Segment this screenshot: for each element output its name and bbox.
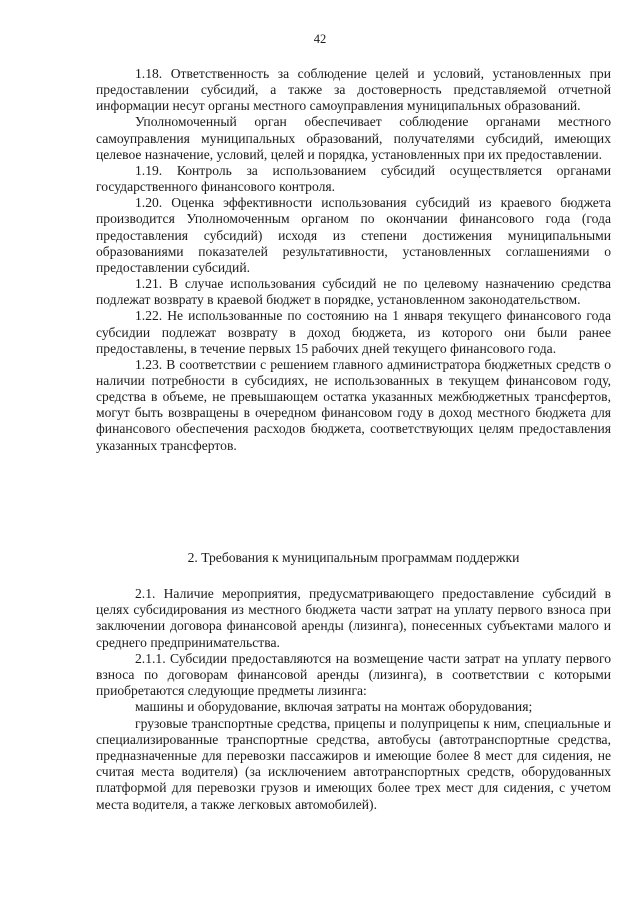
page-number: 42 — [313, 32, 327, 46]
paragraph-1-21: 1.21. В случае использования субсидий не по целевому назначению средства подлежат возврату в краевой бюджет в порядке, установленном законодательством. — [96, 276, 611, 308]
list-item-vehicles: грузовые транспортные средства, прицепы и полуприцепы к ним, специальные и специализированные транспортные средства, автобусы (автотранспортные средства, предназначенные для перевозки пассажиров и имеющие более 8 мест для сидения, не считая места водителя) (за исключением автотранспортных средств, оборудованных платформой для перевозки грузов и имеющих более трех мест для сидения, с учетом места водителя, а также легковых автомобилей). — [96, 715, 611, 812]
paragraph-1-23: 1.23. В соответствии с решением главного администратора бюджетных средств о наличии потребности в субсидиях, не использованных в текущем финансовом году, средства в объеме, не превышающем остатка указанных межбюджетных трансфертов, могут быть возвращены в очередном финансовом году в доход местного бюджета для финансового обеспечения расходов бюджета, соответствующих целям предоставления указанных трансфертов. — [96, 356, 611, 453]
paragraph-1-20: 1.20. Оценка эффективности использования субсидий из краевого бюджета производится Уполномоченным органом по окончании финансового года (года предоставления субсидий) исходя из степени достижения муниципальными образованиями показателей результативности, установленных соглашениями о предоставлении субсидий. — [96, 195, 611, 275]
section-1-body — [96, 66, 611, 454]
section-2-body — [96, 586, 611, 813]
section-2-heading: 2. Требования к муниципальным программам поддержки — [187, 550, 520, 565]
paragraph-1-18: 1.18. Ответственность за соблюдение целей и условий, установленных при предоставлении субсидий, а также за достоверность представляемой отчетной информации несут органы местного самоуправления муниципальных образований. — [96, 66, 611, 114]
list-item-machinery: машины и оборудование, включая затраты на монтаж оборудования; — [135, 699, 533, 715]
paragraph-1-22: 1.22. Не использованные по состоянию на 1 января текущего финансового года субсидии подлежат возврату в доход бюджета, из которого они были ранее предоставлены, в течение первых 15 рабочих дней текущего финансового года. — [96, 308, 611, 356]
paragraph-1-19: 1.19. Контроль за использованием субсидий осуществляется органами государственного финансового контроля. — [96, 162, 611, 195]
paragraph-2-1: 2.1. Наличие мероприятия, предусматривающего предоставление субсидий в целях субсидирования из местного бюджета части затрат на уплату первого взноса при заключении договора финансовой аренды (лизинга), понесенных субъектами малого и среднего предпринимательства. — [96, 586, 611, 650]
paragraph-2-1-1: 2.1.1. Субсидии предоставляются на возмещение части затрат на уплату первого взноса по договорам финансовой аренды (лизинга), в соответствии с которыми приобретаются следующие предметы лизинга: — [96, 650, 611, 699]
paragraph-authorized-body: Уполномоченный орган обеспечивает соблюдение органами местного самоуправления муниципальных образований, получателями субсидий, имеющих целевое назначение, условий, целей и порядка, установленных при их предоставлении. — [96, 114, 611, 162]
